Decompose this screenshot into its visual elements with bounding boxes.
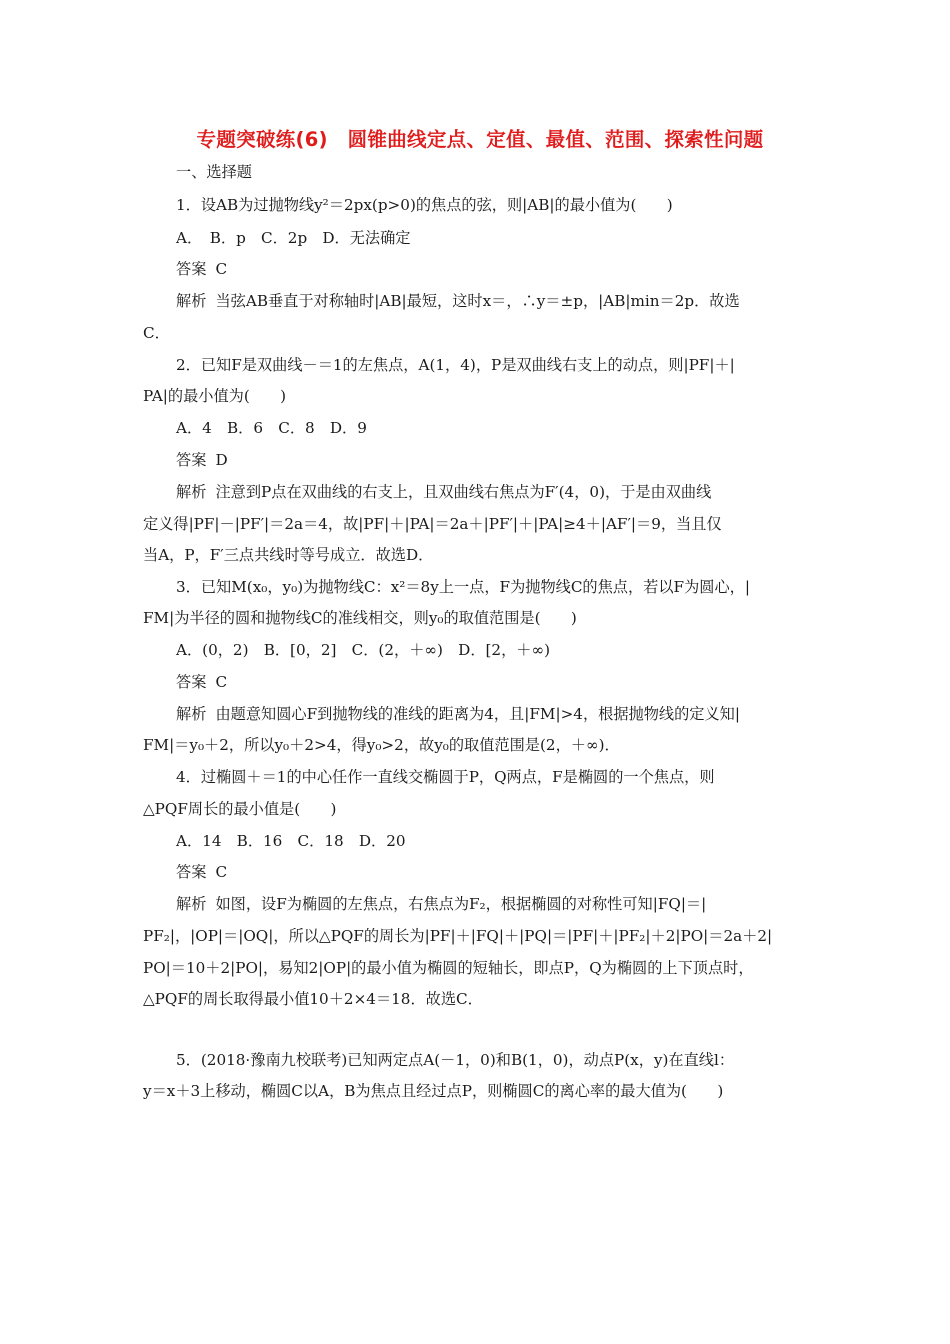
question-2-analysis-line-1	[176, 482, 711, 502]
question-3-options: A．(0，2) B．[0，2] C．(2，＋∞) D．[2，＋∞)	[176, 641, 551, 659]
answer-label: 答案	[176, 260, 207, 278]
question-2-options: A．4 B．6 C．8 D．9	[176, 419, 367, 437]
page-title: 专题突破练(6) 圆锥曲线定点、定值、最值、范围、探索性问题	[196, 128, 764, 151]
question-1-analysis-line-2: C．	[143, 324, 170, 342]
question-4-analysis-line-2: PF₂|，|OP|＝|OQ|，所以△PQF的周长为|PF|＋|FQ|＋|PQ|＝|PF|＋|PF₂|＋2|PO|＝2a＋2|	[143, 927, 773, 945]
analysis-text: 当弦AB垂直于对称轴时|AB|最短，这时x＝，∴y＝±p，|AB|min＝2p．故选	[215, 292, 740, 310]
question-2-line-1: 2．已知F是双曲线－＝1的左焦点，A(1，4)，P是双曲线右支上的动点，则|PF|＋|	[176, 356, 735, 374]
question-1-line-1: 1．设AB为过抛物线y²＝2px(p>0)的焦点的弦，则|AB|的最小值为( )	[176, 196, 673, 214]
answer-label: 答案	[176, 863, 207, 881]
question-1-analysis-line-1	[176, 291, 740, 311]
question-4-answer	[176, 862, 227, 882]
question-3-answer	[176, 672, 227, 692]
analysis-label: 解析	[176, 895, 207, 913]
question-4-analysis-line-1	[176, 894, 706, 914]
analysis-text: 如图，设F为椭圆的左焦点，右焦点为F₂，根据椭圆的对称性可知|FQ|＝|	[215, 895, 707, 913]
question-3-line-2: FM|为半径的圆和抛物线C的准线相交，则y₀的取值范围是( )	[143, 609, 577, 627]
question-5-line-2: y＝x＋3上移动，椭圆C以A，B为焦点且经过点P，则椭圆C的离心率的最大值为( )	[143, 1082, 724, 1100]
question-4-analysis-line-3: PO|＝10＋2|PO|，易知2|OP|的最小值为椭圆的短轴长，即点P，Q为椭圆的上下顶点时，	[143, 959, 754, 977]
question-3-line-1: 3．已知M(x₀，y₀)为抛物线C：x²＝8y上一点，F为抛物线C的焦点，若以F为圆心，|	[176, 578, 750, 596]
question-1-options: A． B．p C．2p D．无法确定	[176, 229, 411, 247]
question-5-line-1: 5．(2018·豫南九校联考)已知两定点A(－1，0)和B(1，0)，动点P(x，y)在直线l：	[176, 1051, 735, 1069]
analysis-label: 解析	[176, 483, 207, 501]
answer-value: C	[215, 673, 228, 691]
section-heading: 一、选择题	[176, 163, 252, 181]
analysis-label: 解析	[176, 705, 207, 723]
question-4-analysis-line-4: △PQF的周长取得最小值10＋2×4＝18．故选C．	[143, 990, 483, 1008]
answer-value: C	[215, 260, 228, 278]
question-4-line-1: 4．过椭圆＋＝1的中心任作一直线交椭圆于P，Q两点，F是椭圆的一个焦点，则	[176, 768, 715, 786]
question-2-analysis-line-2: 定义得|PF|－|PF′|＝2a＝4，故|PF|＋|PA|＝2a＋|PF′|＋|PA|≥4＋|AF′|＝9，当且仅	[143, 515, 722, 533]
answer-value: D	[215, 451, 228, 469]
analysis-label: 解析	[176, 292, 207, 310]
question-4-options: A．14 B．16 C．18 D．20	[176, 832, 406, 850]
answer-label: 答案	[176, 451, 207, 469]
question-3-analysis-line-2: FM|＝y₀＋2，所以y₀＋2>4，得y₀>2，故y₀的取值范围是(2，＋∞)．	[143, 736, 620, 754]
question-2-line-2: PA|的最小值为( )	[143, 387, 287, 405]
question-2-analysis-line-3: 当A，P，F′三点共线时等号成立．故选D．	[143, 546, 434, 564]
question-3-analysis-line-1	[176, 704, 740, 724]
question-4-line-2: △PQF周长的最小值是( )	[143, 800, 337, 818]
question-2-answer	[176, 450, 228, 470]
answer-value: C	[215, 863, 228, 881]
question-1-answer	[176, 259, 227, 279]
answer-label: 答案	[176, 673, 207, 691]
analysis-text: 由题意知圆心F到抛物线的准线的距离为4，且|FM|>4，根据抛物线的定义知|	[215, 705, 740, 723]
analysis-text: 注意到P点在双曲线的右支上，且双曲线右焦点为F′(4，0)，于是由双曲线	[215, 483, 712, 501]
